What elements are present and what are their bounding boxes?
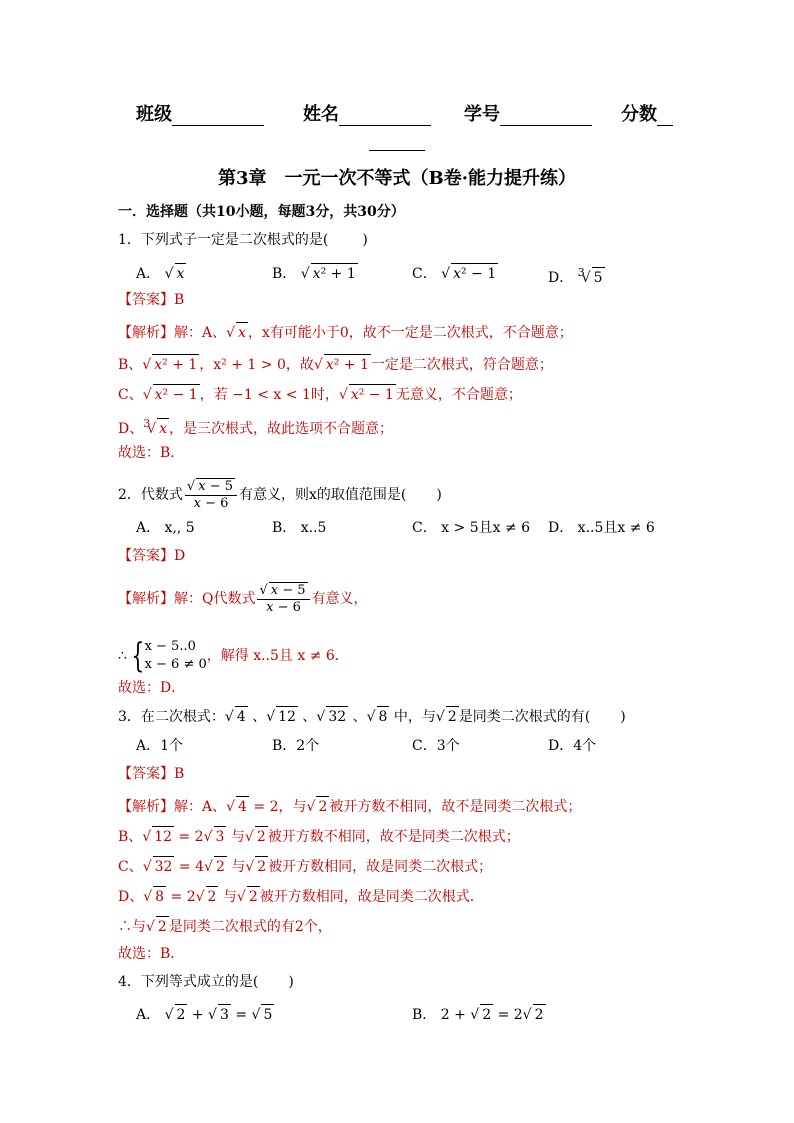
section-heading: 一．选择题（共10小题，每题3分，共30分）: [118, 204, 405, 220]
q3-analysis-1: 【解析】解：A、√ 4 = 2，与√ 2 被开方数不相同，故不是同类二次根式；: [118, 796, 581, 817]
question-1: 1．下列式子一定是二次根式的是( ): [118, 232, 368, 248]
q3-option-c: C．3个: [412, 738, 460, 754]
q3-analysis-3: C、√ 32 = 4√ 2 与√ 2 被开方数相同，故是同类二次根式；: [118, 856, 492, 877]
class-field[interactable]: 班级: [136, 100, 264, 126]
q2-analysis-1: 【解析】解：Q代数式 $\frac{√ x - 5}{x - 6}$ 有意义，: [118, 583, 368, 615]
q3-option-a: A．1个: [136, 738, 184, 754]
question-4: 4．下列等式成立的是( ): [118, 974, 294, 990]
q3-analysis-2: B、√ 12 = 2√ 3 与√ 2 被开方数不相同，故不是同类二次根式；: [118, 826, 520, 847]
q1-option-a: A． √ x: [136, 263, 186, 284]
q1-analysis-1: 【解析】解：A、√ x ，x有可能小于0，故不一定是二次根式，不合题意；: [118, 322, 573, 343]
q2-option-b: B． x..5: [272, 520, 327, 536]
q1-answer: 【答案】B: [118, 292, 185, 308]
q1-analysis-4: D、$^3$√ x ，是三次根式，故此选项不合题意；: [118, 417, 394, 437]
score-field[interactable]: 分数: [621, 100, 673, 126]
q3-conclusion: 故选：B．: [118, 946, 185, 962]
q2-option-d: D． x..5且x ≠ 6: [548, 520, 655, 536]
q2-conclusion: 故选：D．: [118, 680, 186, 696]
q3-analysis-5: ∴与√ 2 是同类二次根式的有2个，: [118, 916, 332, 937]
student-id-field[interactable]: 学号: [464, 100, 592, 126]
score-blank-continuation: [369, 150, 425, 151]
q1-option-c: C． √ x² − 1: [412, 263, 498, 284]
q4-option-b: B． 2 + √ 2 = 2√ 2: [412, 1004, 546, 1025]
q1-analysis-2: B、√ x² + 1 ，x² + 1 > 0，故√ x² + 1 一定是二次根式，符合题意；: [118, 354, 553, 375]
question-2: 2．代数式 $\frac{√ x - 5}{x - 6}$ 有意义，则x的取值范围是( ): [118, 479, 442, 511]
q1-analysis-3: C、√ x² − 1 ，若 −1 < x < 1时，√ x² − 1 无意义，不合题意；: [118, 384, 522, 405]
q4-option-a: A． √ 2 + √ 3 = √ 5: [136, 1004, 274, 1025]
q3-option-b: B．2个: [272, 738, 320, 754]
q2-analysis-system: ∴ { x − 5..0 x − 6 ≠ 0 ，解得 x..5且 x ≠ 6．: [118, 636, 349, 676]
name-field[interactable]: 姓名: [303, 100, 431, 126]
q3-option-d: D．4个: [548, 738, 597, 754]
q1-conclusion: 故选：B．: [118, 445, 185, 461]
question-3: 3．在二次根式：√ 4 、√ 12 、√ 32 、√ 8 中，与√ 2 是同类二次根式的有( ): [118, 706, 626, 727]
q1-option-d: D． $^3$√ 5: [548, 266, 603, 286]
q2-answer: 【答案】D: [118, 548, 186, 564]
page-title: 第3章 一元一次不等式（B卷·能力提升练）: [217, 168, 576, 189]
q3-answer: 【答案】B: [118, 766, 185, 782]
q1-option-b: B． √ x² + 1: [272, 263, 358, 284]
q3-analysis-4: D、√ 8 = 2√ 2 与√ 2 被开方数相同，故是同类二次根式．: [118, 886, 484, 907]
q2-option-c: C． x > 5且x ≠ 6: [412, 520, 531, 536]
q2-option-a: A． x,, 5: [136, 520, 195, 536]
